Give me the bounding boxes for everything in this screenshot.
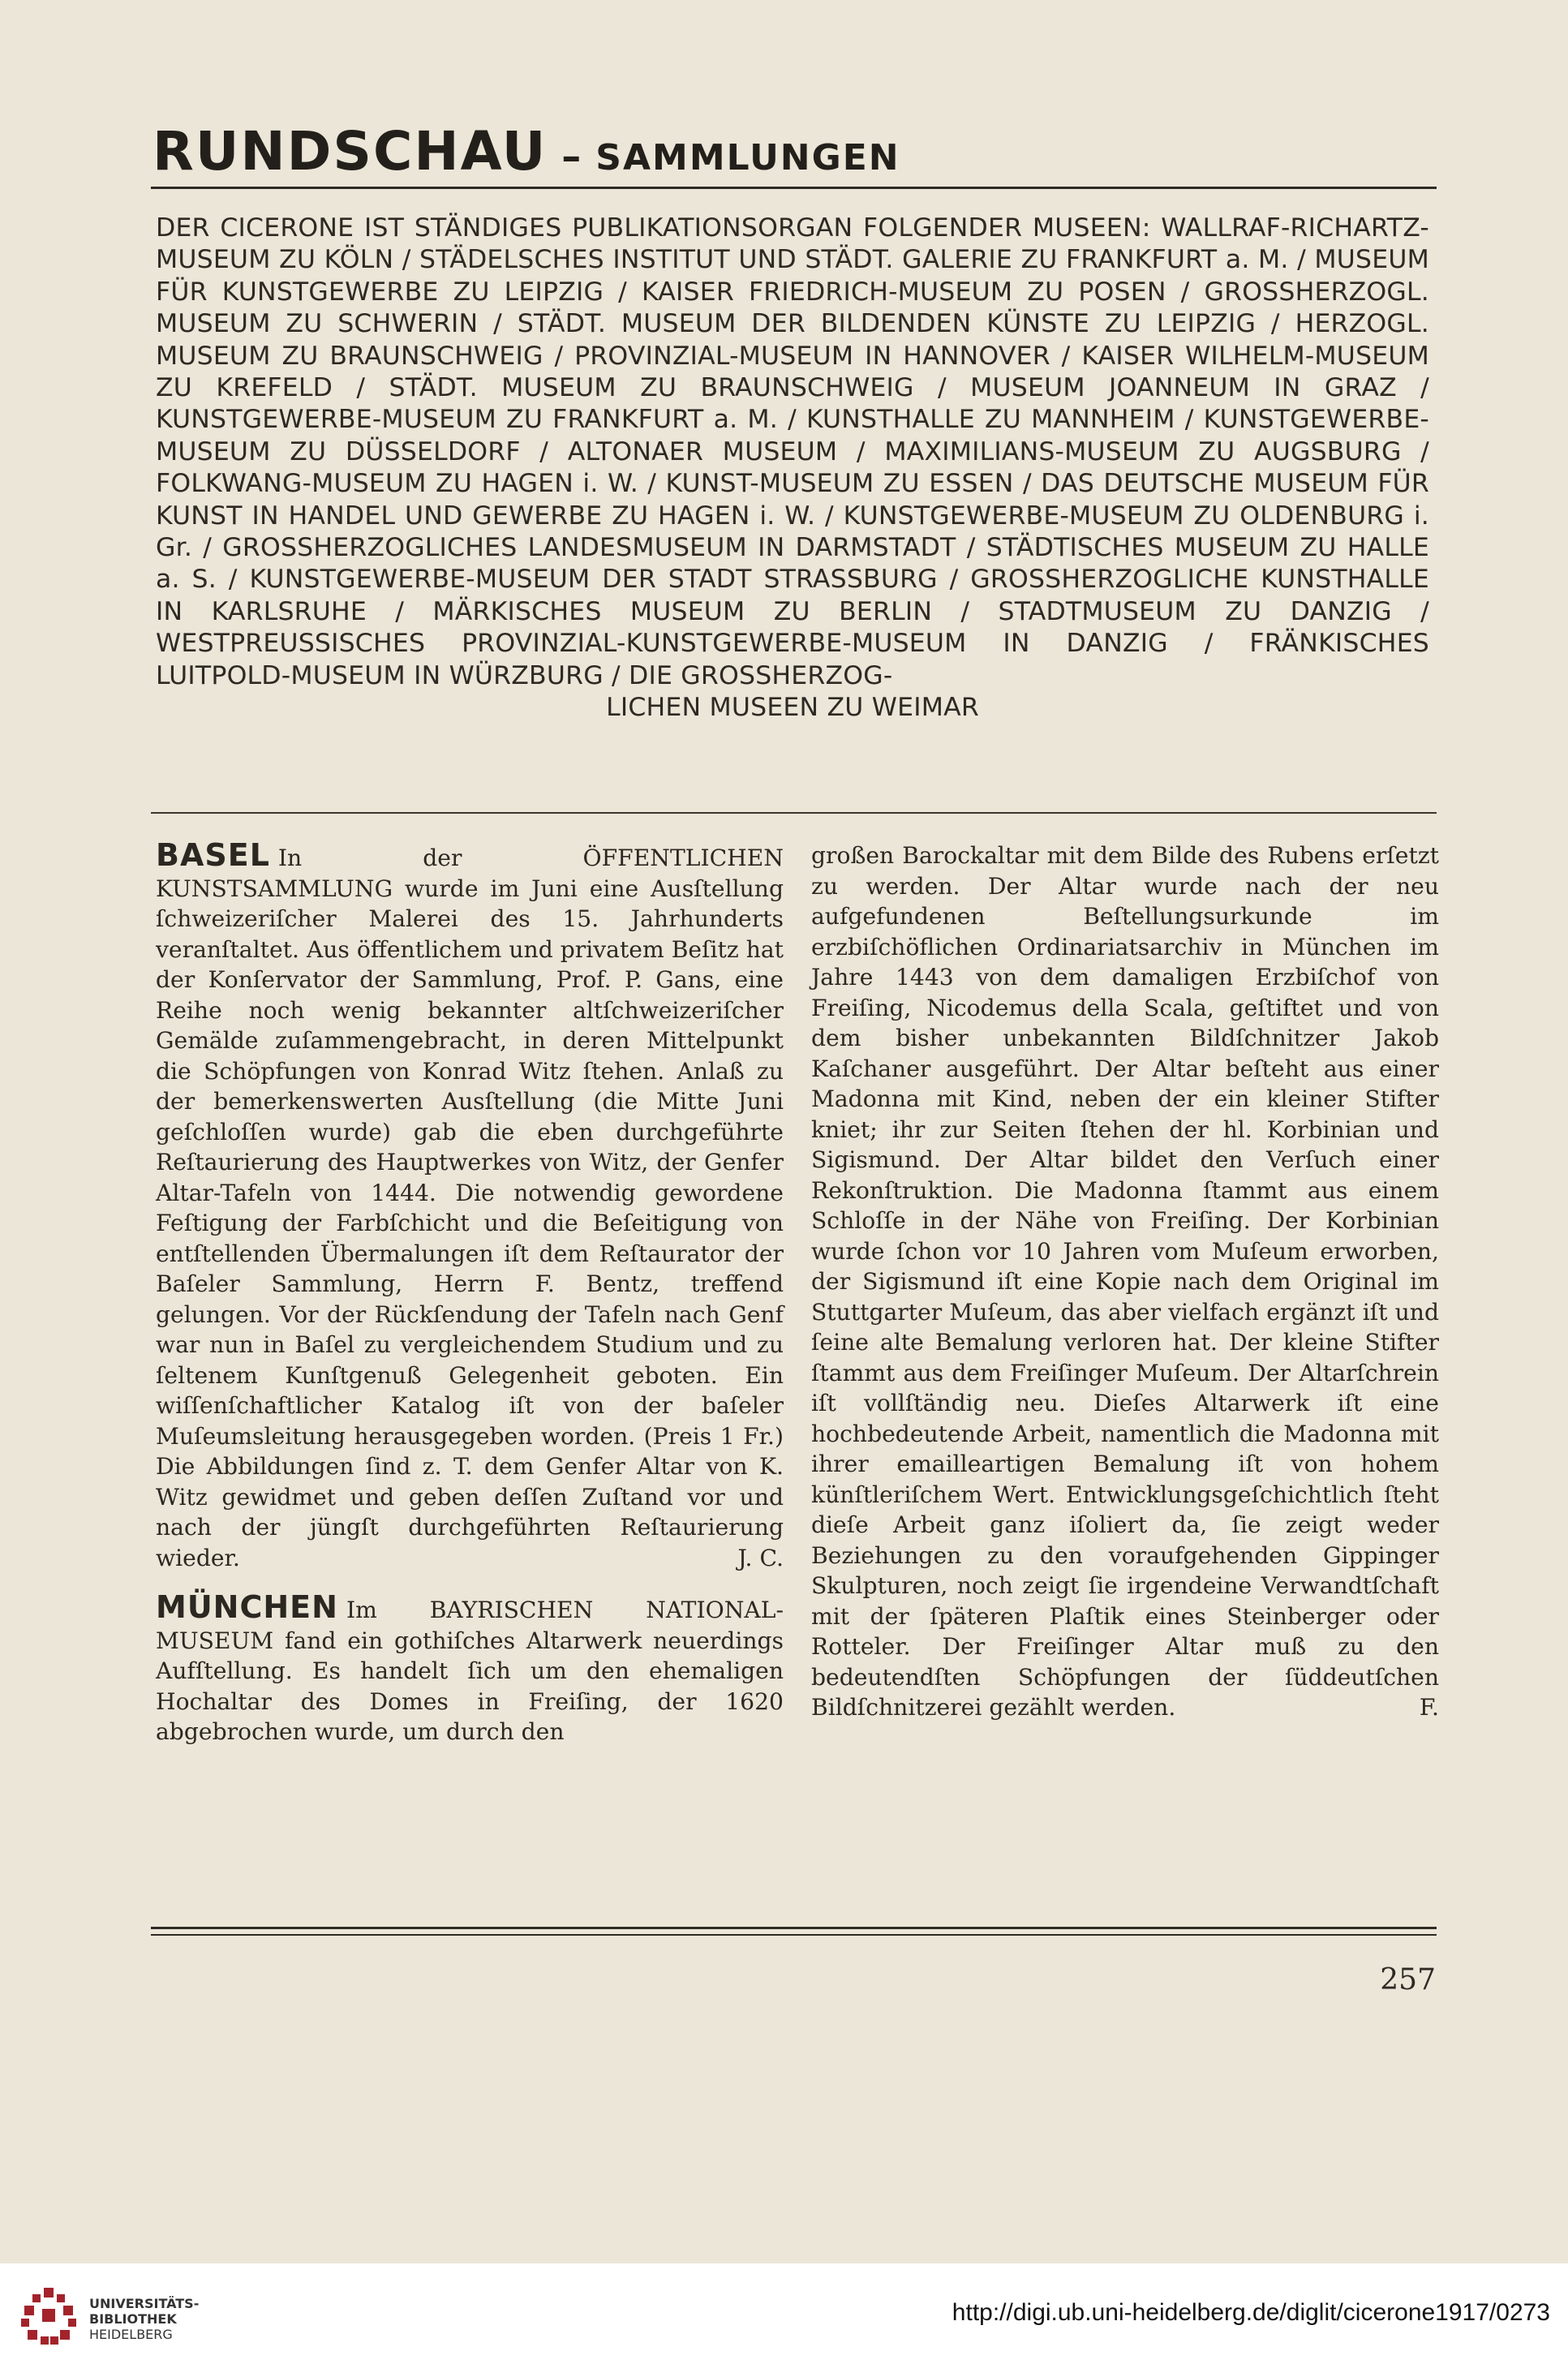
column-left	[156, 837, 784, 1747]
article-city-heading: MÜNCHEN	[156, 1589, 338, 1625]
article-body: In der ÖFFENTLICHEN KUNSTSAMMLUNG wurde im Juni eine Ausſtellung ſchweizeriſcher Malerei des 15. Jahrhunderts veranſtaltet. Aus öffentlichem und privatem Beſitz hat der Konſervator der Sammlung, Prof. P. Gans, eine Reihe noch wenig bekannter altſchweizeriſcher Gemälde zuſammengebracht, in deren Mittelpunkt die Schöpfungen von Konrad Witz ſtehen. Anlaß zu der bemerkenswerten Ausſtellung (die Mitte Juni geſchloſſen wurde) gab die eben durchgeführte Reſtaurierung des Hauptwerkes von Witz, der Genfer Altar-Tafeln von 1444. Die notwendig gewordene Feſtigung der Farbſchicht und die Beſeitigung von entſtellenden Übermalungen iſt dem Reſtaurator der Baſeler Sammlung, Herrn F. Bentz, treffend gelungen. Vor der Rückſendung der Tafeln nach Genf war nun in Baſel zu vergleichendem Studium und zu ſeltenem Kunſtgenuß Gelegenheit geboten. Ein wiſſenſchaftlicher Katalog iſt von der baſeler Muſeumsleitung herausgegeben worden. (Preis 1 Fr.) Die Abbildungen ſind z. T. dem Genfer Altar von K. Witz gewidmet und geben deſſen Zuſtand vor und nach der jüngſt durchgeführten Reſtaurierung wieder.	[156, 845, 784, 1571]
publication-notice-text: DER CICERONE IST STÄNDIGES PUBLIKATIONSORGAN FOLGENDER MUSEEN: WALLRAF-RICHARTZ-MUSEUM ZU KÖLN / STÄDELSCHES INSTITUT UND STÄDT. GALERIE ZU FRANKFURT a. M. / MUSEUM FÜR KUNSTGEWERBE ZU LEIPZIG / KAISER FRIEDRICH-MUSEUM ZU POSEN / GROSSHERZOGL. MUSEUM ZU SCHWERIN / STÄDT. MUSEUM DER BILDENDEN KÜNSTE ZU LEIPZIG / HERZOGL. MUSEUM ZU BRAUNSCHWEIG / PROVINZIAL-MUSEUM IN HANNOVER / KAISER WILHELM-MUSEUM ZU KREFELD / STÄDT. MUSEUM ZU BRAUNSCHWEIG / MUSEUM JOANNEUM IN GRAZ / KUNSTGEWERBE-MUSEUM ZU FRANKFURT a. M. / KUNSTHALLE ZU MANNHEIM / KUNSTGEWERBE-MUSEUM ZU DÜSSELDORF / ALTONAER MUSEUM / MAXIMILIANS-MUSEUM ZU AUGSBURG / FOLKWANG-MUSEUM ZU HAGEN i. W. / KUNST-MUSEUM ZU ESSEN / DAS DEUTSCHE MUSEUM FÜR KUNST IN HANDEL UND GEWERBE ZU HAGEN i. W. / KUNSTGEWERBE-MUSEUM ZU OLDENBURG i. Gr. / GROSSHERZOGLICHES LANDESMUSEUM IN DARMSTADT / STÄDTISCHES MUSEUM ZU HALLE a. S. / KUNSTGEWERBE-MUSEUM DER STADT STRASSBURG / GROSSHERZOGLICHE KUNSTHALLE IN KARLSRUHE / MÄRKISCHES MUSEUM ZU BERLIN / STADTMUSEUM ZU DANZIG / WESTPREUSSISCHES PROVINZIAL-KUNSTGEWERBE-MUSEUM IN DANZIG / FRÄNKISCHES LUITPOLD-MUSEUM IN WÜRZBURG / DIE GROSSHERZOG-	[156, 213, 1429, 690]
university-seal-icon[interactable]	[16, 2285, 81, 2349]
section-rule	[151, 812, 1437, 814]
article-basel	[156, 837, 784, 1573]
title-separator: –	[561, 134, 582, 179]
library-logo-text[interactable]	[89, 2296, 199, 2342]
footer-rule-thin	[151, 1934, 1437, 1936]
header-rule	[151, 187, 1437, 189]
page-number: 257	[1380, 1963, 1436, 1997]
footer-rule-thick	[151, 1927, 1437, 1929]
publication-notice-last-line: LICHEN MUSEEN ZU WEIMAR	[606, 693, 979, 723]
section-title: RUNDSCHAU	[153, 120, 548, 183]
article-muenchen	[156, 1589, 784, 1747]
page-header	[153, 120, 1434, 183]
article-muenchen-continued	[811, 840, 1439, 1723]
article-city-heading: BASEL	[156, 837, 270, 873]
permalink-url[interactable]: http://digi.ub.uni-heidelberg.de/diglit/cicerone1917/0273	[952, 2299, 1550, 2326]
logo-line: UNIVERSITÄTS-	[89, 2296, 200, 2311]
logo-line: BIBLIOTHEK	[89, 2311, 177, 2327]
logo-line: HEIDELBERG	[89, 2327, 173, 2342]
viewer-footer	[0, 2263, 1568, 2377]
publication-notice	[156, 213, 1429, 724]
article-body: Im BAYRISCHEN NATIONAL-MUSEUM fand ein gothiſches Altarwerk neuerdings Aufſtellung. Es handelt ſich um den ehemaligen Hochaltar des Domes in Freiſing, der 1620 abgebrochen wurde, um durch den	[156, 1597, 784, 1745]
column-right	[811, 840, 1439, 1723]
article-signature: J. C.	[737, 1544, 784, 1571]
article-body: großen Barockaltar mit dem Bilde des Rubens erſetzt zu werden. Der Altar wurde nach der neu aufgefundenen Beſtellungsurkunde im erzbiſchöflichen Ordinariatsarchiv in München im Jahre 1443 von dem damaligen Erzbiſchof von Freiſing, Nicodemus della Scala, geſtiftet und von dem bisher unbekannten Bildſchnitzer Jakob Kaſchaner ausgeführt. Der Altar beſteht aus einer Madonna mit Kind, neben der ein kleiner Stifter kniet; ihr zur Seiten ſtehen der hl. Korbinian und Sigismund. Der Altar bildet den Verſuch einer Rekonſtruktion. Die Madonna ſtammt aus einem Schloſſe in der Nähe von Freiſing. Der Korbinian wurde ſchon vor 10 Jahren vom Muſeum erworben, der Sigismund iſt eine Kopie nach dem Original im Stuttgarter Muſeum, das aber vielfach ergänzt iſt und ſeine alte Bemalung verloren hat. Der kleine Stifter ſtammt aus dem Freiſinger Muſeum. Der Altarſchrein iſt vollſtändig neu. Dieſes Altarwerk iſt eine hochbedeutende Arbeit, namentlich die Madonna mit ihrer emailleartigen Bemalung iſt von hohem künſtleriſchem Wert. Entwicklungsgeſchichtlich ſteht dieſe Arbeit ganz iſoliert da, ſie zeigt weder Beziehungen zu den voraufgehenden Gippinger Skulpturen, noch zeigt ſie irgendeine Verwandtſchaft mit der ſpäteren Plaſtik eines Steinberger oder Rotteler. Der Freiſinger Altar muß zu den bedeutendſten Schöpfungen der ſüddeutſchen Bildſchnitzerei gezählt werden.	[811, 842, 1439, 1721]
section-subtitle: SAMMLUNGEN	[595, 137, 900, 178]
article-signature: F.	[1419, 1694, 1439, 1721]
